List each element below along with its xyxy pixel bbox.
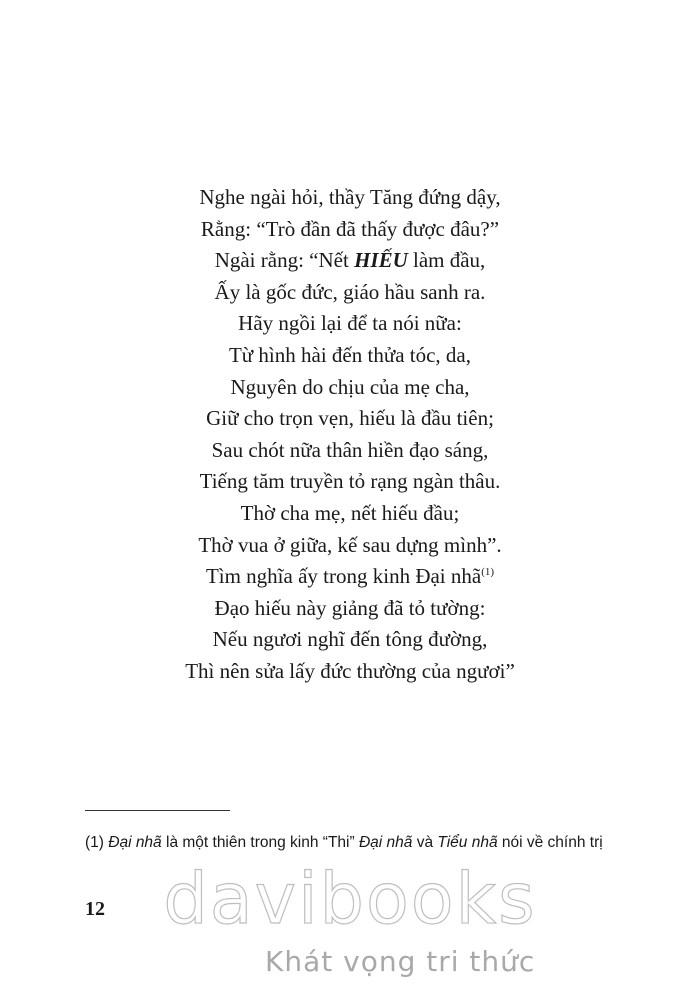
- poem-block: [0, 182, 700, 688]
- watermark-slogan: Khát vọng tri thức: [265, 945, 536, 978]
- poem-line-3: [0, 245, 700, 277]
- page-number: 12: [85, 898, 105, 920]
- poem-line-14: Đạo hiếu này giảng đã tỏ tường:: [214, 595, 486, 620]
- poem-line-15: Nếu ngươi nghĩ đến tông đường,: [212, 627, 488, 652]
- emphasis-hieu: HIẾU: [354, 248, 408, 273]
- footnote-divider: [85, 810, 230, 811]
- poem-line-10: Tiếng tăm truyền tỏ rạng ngàn thâu.: [199, 469, 501, 494]
- watermark: [150, 855, 550, 978]
- footnote-reference: (1): [481, 566, 495, 579]
- footnote: [85, 832, 630, 854]
- poem-line-3-end: làm đầu,: [407, 248, 486, 273]
- poem-line-4: Ấy là gốc đức, giáo hầu sanh ra.: [214, 279, 486, 304]
- poem-line-5: Hãy ngồi lại để ta nói nữa:: [238, 311, 462, 336]
- poem-line-7: Nguyên do chịu của mẹ cha,: [230, 374, 470, 399]
- poem-line-6: Từ hình hài đến thửa tóc, da,: [228, 342, 472, 367]
- poem-line-11: Thờ cha mẹ, nết hiếu đầu;: [240, 500, 460, 525]
- poem-line-1: Nghe ngài hỏi, thầy Tăng đứng dậy,: [199, 185, 501, 209]
- footnote-term-dai-nha: Đại nhã: [108, 834, 162, 851]
- poem-line-3-start: Ngài rằng: “Nết: [214, 248, 355, 273]
- poem-line-8: Giữ cho trọn vẹn, hiếu là đầu tiên;: [206, 406, 494, 431]
- footnote-mark: (1): [85, 834, 109, 851]
- watermark-brand: davibooks: [163, 858, 537, 940]
- poem-line-13-text: Tìm nghĩa ấy trong kinh Đại nhã: [205, 564, 482, 589]
- footnote-term-dai-nha-2: Đại nhã: [358, 834, 413, 851]
- poem-line-16: Thì nên sửa lấy đức thường của ngươi”: [185, 658, 515, 683]
- poem-line-12: Thờ vua ở giữa, kế sau dựng mình”.: [198, 532, 502, 557]
- footnote-text-1: là một thiên trong kinh “Thi”: [161, 834, 359, 851]
- footnote-text-2: và: [412, 834, 438, 851]
- footnote-term-tieu-nha: Tiểu nhã: [437, 834, 498, 851]
- poem-line-13: [0, 561, 700, 593]
- poem-line-9: Sau chót nữa thân hiền đạo sáng,: [211, 437, 489, 462]
- poem-line-2: Rằng: “Trò đần đã thấy được đâu?”: [200, 216, 500, 241]
- footnote-text-3: nói về chính trị: [497, 834, 603, 851]
